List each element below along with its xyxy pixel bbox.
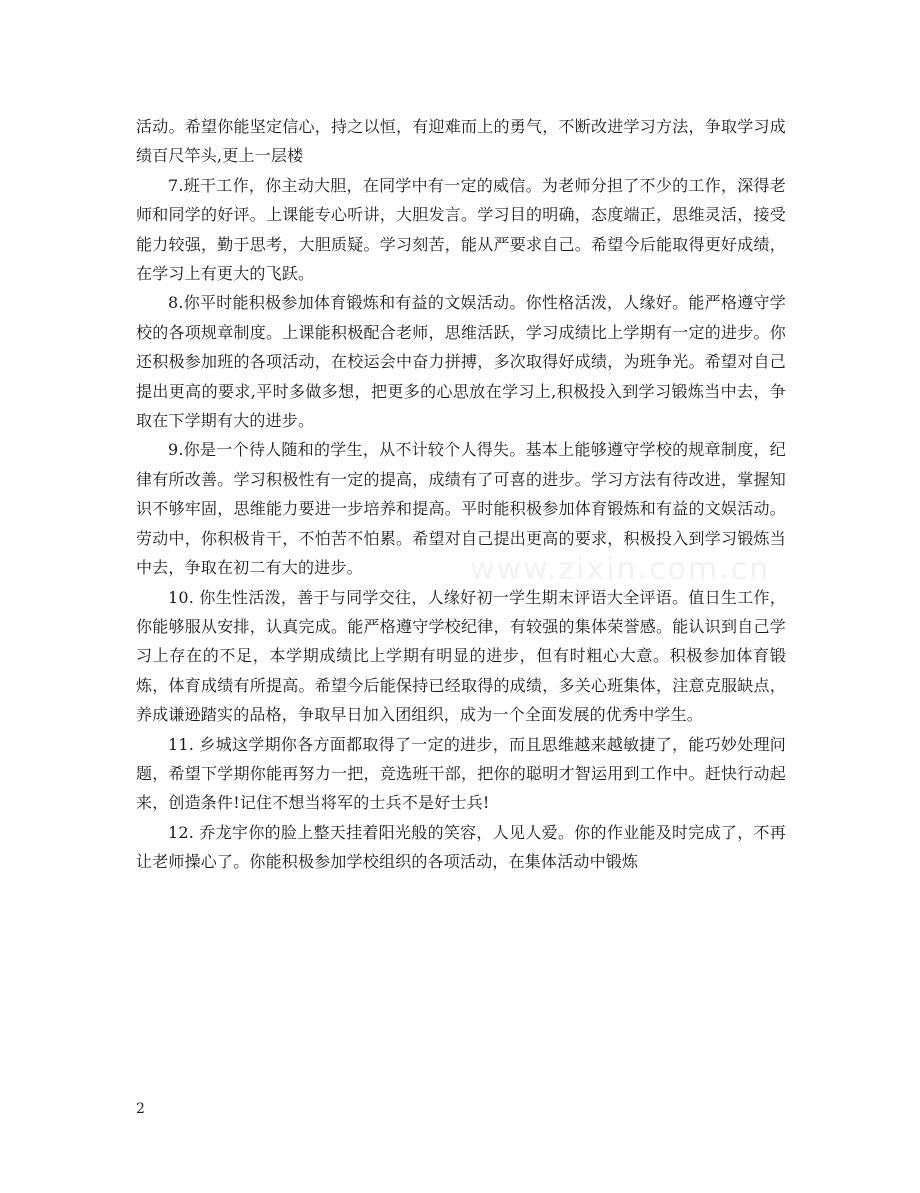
watermark: www.zixin.com.cn	[470, 552, 771, 587]
paragraph-comment-12: 12. 乔龙宇你的脸上整天挂着阳光般的笑容，人见人爱。你的作业能及时完成了，不再让老师操心了。你能积极参加学校组织的各项活动，在集体活动中锻炼	[136, 822, 786, 872]
paragraph-continuation: 活动。希望你能坚定信心，持之以恒，有迎难而上的勇气，不断改进学习方法，争取学习成绩百尺竿头,更上一层楼	[136, 117, 786, 166]
page-number: 2	[136, 1101, 145, 1117]
paragraph-comment-7: 7.班干工作，你主动大胆，在同学中有一定的威信。为老师分担了不少的工作，深得老师和同学的好评。上课能专心听讲，大胆发言。学习目的明确，态度端正，思维灵活，接受能力较强，勤于思考，大胆质疑。学习刻苦，能从严要求自己。希望今后能取得更好成绩，在学习上有更大的飞跃。	[136, 175, 786, 284]
paragraph-comment-9: 9.你是一个待人随和的学生，从不计较个人得失。基本上能够遵守学校的规章制度，纪律有所改善。学习积极性有一定的提高，成绩有了可喜的进步。学习方法有待改进，掌握知识不够牢固，思维能力要进一步培养和提高。平时能积极参加体育锻炼和有益的文娱活动。劳动中，你积极肯干，不怕苦不怕累。希望对自己提出更高的要求，积极投入到学习锻炼当中去，争取在初二有大的进步。	[136, 440, 786, 578]
paragraph-comment-11: 11. 乡城这学期你各方面都取得了一定的进步，而且思维越来越敏捷了，能巧妙处理问题，希望下学期你能再努力一把，竞选班干部，把你的聪明才智运用到工作中。赶快行动起来，创造条件!记住不想当将军的士兵不是好士兵!	[136, 734, 786, 813]
paragraph-comment-8: 8.你平时能积极参加体育锻炼和有益的文娱活动。你性格活泼，人缘好。能严格遵守学校的各项规章制度。上课能积极配合老师，思维活跃，学习成绩比上学期有一定的进步。你还积极参加班的各项活动，在校运会中奋力拼搏，多次取得好成绩，为班争光。希望对自己提出更高的要求,平时多做多想，把更多的心思放在学习上,积极投入到学习锻炼当中去，争取在下学期有大的进步。	[136, 293, 786, 431]
document-body	[136, 112, 786, 877]
paragraph-comment-10: 10. 你生性活泼，善于与同学交往，人缘好初一学生期末评语大全评语。值日生工作，你能够服从安排，认真完成。能严格遵守学校纪律，有较强的集体荣誉感。能认识到自己学习上存在的不足，本学期成绩比上学期有明显的进步，但有时粗心大意。积极参加体育锻炼，体育成绩有所提高。希望今后能保持已经取得的成绩，多关心班集体，注意克服缺点，养成谦逊踏实的品格，争取早日加入团组织，成为一个全面发展的优秀中学生。	[136, 587, 786, 725]
